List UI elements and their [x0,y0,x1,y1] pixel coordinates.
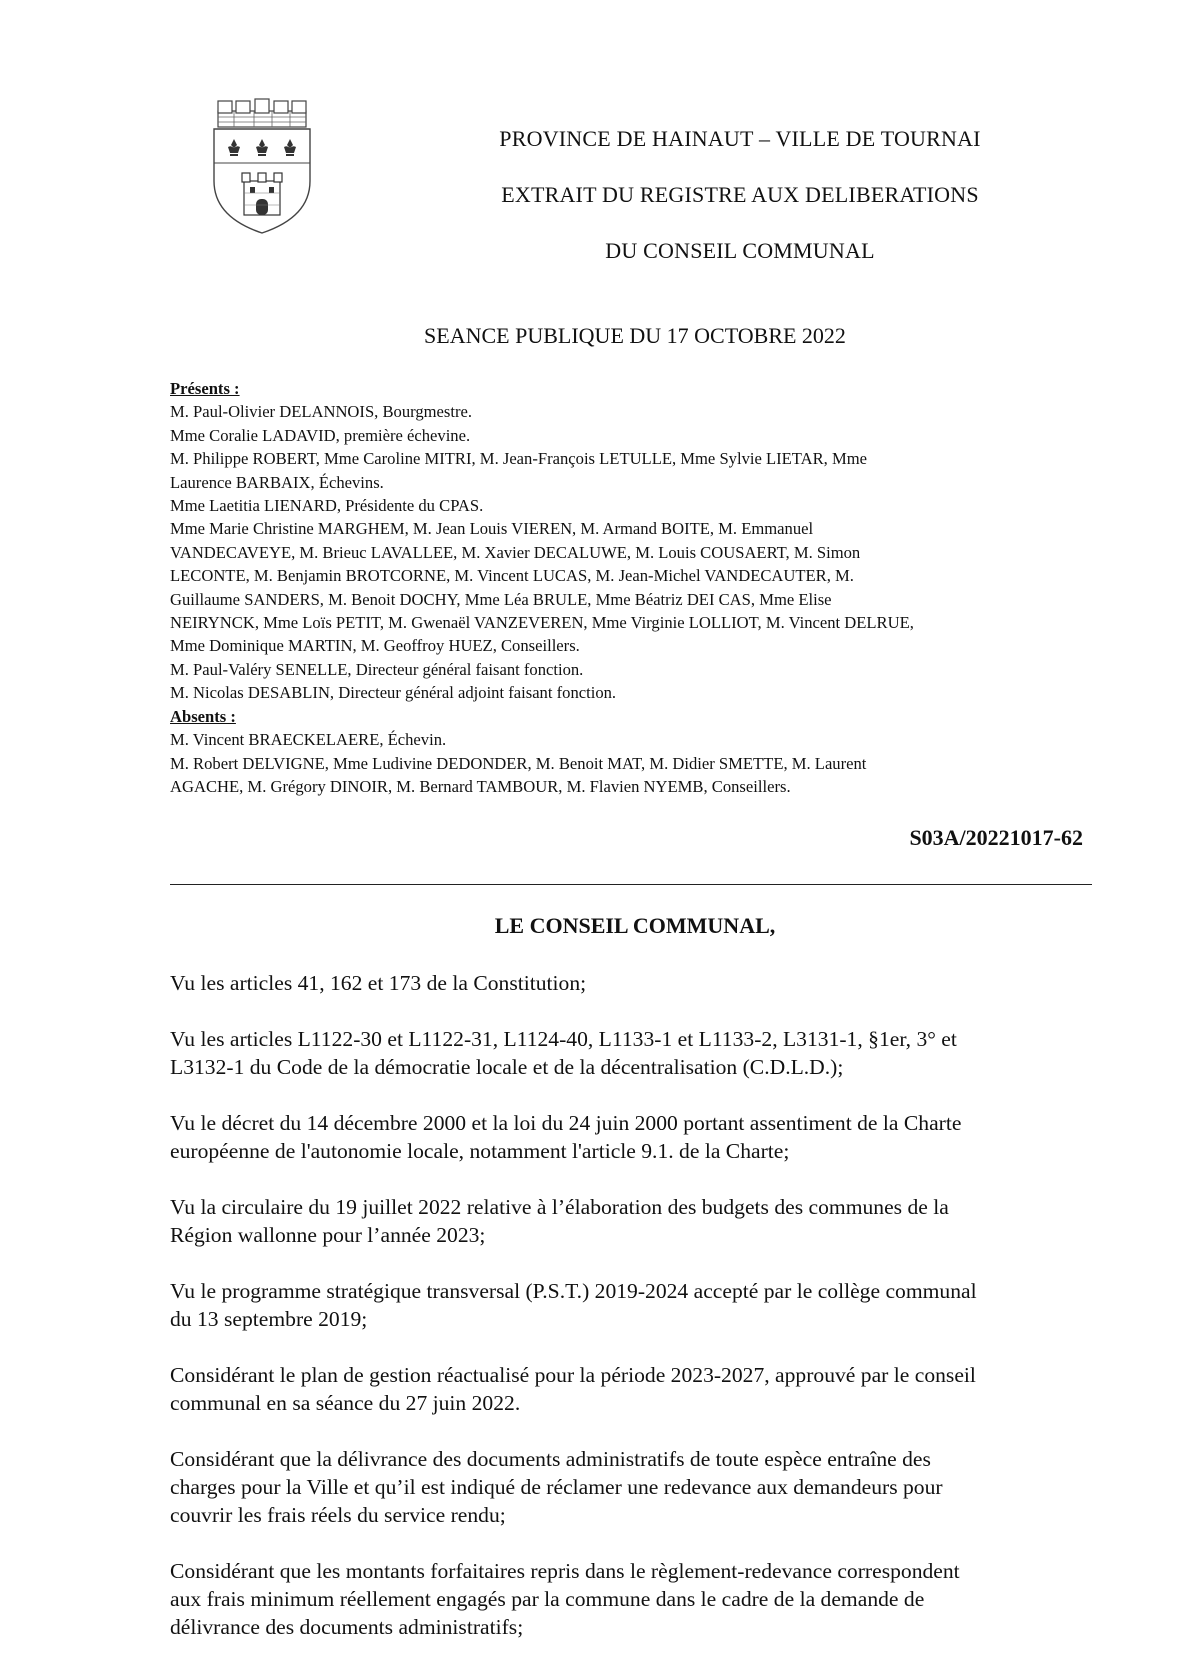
paragraph [170,969,1085,997]
paragraph-line: Considérant que les montants forfaitaires repris dans le règlement-redevance correspondent [170,1559,960,1583]
presents-line: M. Paul-Olivier DELANNOIS, Bourgmestre. [170,402,473,422]
paragraph-line: communal en sa séance du 27 juin 2022. [170,1391,521,1415]
paragraph-line: Région wallonne pour l’année 2023; [170,1223,486,1247]
paragraph-line: couvrir les frais réels du service rendu; [170,1503,506,1527]
absents-label: Absents : [170,706,236,726]
paragraph-line: délivrance des documents administratifs; [170,1615,524,1639]
paragraph [170,1025,1085,1081]
presents-line: Guillaume SANDERS, M. Benoit DOCHY, Mme Léa BRULE, Mme Béatriz DEI CAS, Mme Elise [170,589,832,609]
deliberation-reference: S03A/20221017-62 [909,825,1083,850]
paragraph-line: européenne de l'autonomie locale, notamment l'article 9.1. de la Charte; [170,1139,790,1163]
presents-line: M. Nicolas DESABLIN, Directeur général adjoint faisant fonction. [170,683,617,703]
presents-line: NEIRYNCK, Mme Loïs PETIT, M. Gwenaël VANZEVEREN, Mme Virginie LOLLIOT, M. Vincent DELRUE, [170,613,914,633]
paragraph-line: Vu les articles L1122-30 et L1122-31, L1124-40, L1133-1 et L1133-2, L3131-1, §1er, 3° et [170,1027,957,1051]
paragraph [170,1445,1085,1529]
paragraph-line: Vu le programme stratégique transversal (P.S.T.) 2019-2024 accepté par le collège communal [170,1279,977,1303]
seance-title: SEANCE PUBLIQUE DU 17 OCTOBRE 2022 [424,323,846,348]
absents-line: M. Robert DELVIGNE, Mme Ludivine DEDONDER, M. Benoit MAT, M. Didier SMETTE, M. Laurent [170,753,867,773]
paragraph-line: Vu le décret du 14 décembre 2000 et la loi du 24 juin 2000 portant assentiment de la Charte [170,1111,962,1135]
paragraph-line: Considérant le plan de gestion réactualisé pour la période 2023-2027, approuvé par le conseil [170,1363,976,1387]
presents-line: VANDECAVEYE, M. Brieuc LAVALLEE, M. Xavier DECALUWE, M. Louis COUSAERT, M. Simon [170,542,861,562]
paragraph [170,1557,1085,1641]
header-province: PROVINCE DE HAINAUT – VILLE DE TOURNAI [499,126,981,151]
absents-line: M. Vincent BRAECKELAERE, Échevin. [170,730,447,750]
paragraph [170,1193,1085,1249]
paragraph [170,1109,1085,1165]
paragraph-line: Vu les articles 41, 162 et 173 de la Constitution; [170,971,587,995]
paragraph [170,1361,1085,1417]
presents-label: Présents : [170,379,240,398]
paragraph-line: Considérant que la délivrance des documents administratifs de toute espèce entraîne des [170,1447,931,1471]
paragraph-line: du 13 septembre 2019; [170,1307,368,1331]
attendance-list [170,377,1090,798]
paragraph-line: Vu la circulaire du 19 juillet 2022 relative à l’élaboration des budgets des communes de la [170,1195,949,1219]
presents-line: M. Philippe ROBERT, Mme Caroline MITRI, M. Jean-François LETULLE, Mme Sylvie LIETAR, Mme [170,449,867,469]
presents-line: Mme Dominique MARTIN, M. Geoffroy HUEZ, Conseillers. [170,636,580,656]
header-council: DU CONSEIL COMMUNAL [605,238,875,263]
separator-line [170,884,1092,885]
paragraph-line: aux frais minimum réellement engagés par la commune dans le cadre de la demande de [170,1587,925,1611]
paragraph-line: L3132-1 du Code de la démocratie locale et de la décentralisation (C.D.L.D.); [170,1055,844,1079]
presents-line: Mme Laetitia LIENARD, Présidente du CPAS. [170,496,484,516]
tournai-coat-of-arms-icon [204,97,320,237]
absents-line: AGACHE, M. Grégory DINOIR, M. Bernard TAMBOUR, M. Flavien NYEMB, Conseillers. [170,776,791,796]
presents-line: M. Paul-Valéry SENELLE, Directeur général faisant fonction. [170,659,584,679]
paragraph [170,1277,1085,1333]
council-title: LE CONSEIL COMMUNAL, [494,913,776,938]
presents-line: LECONTE, M. Benjamin BROTCORNE, M. Vincent LUCAS, M. Jean-Michel VANDECAUTER, M. [170,566,854,586]
presents-line: Laurence BARBAIX, Échevins. [170,472,384,492]
deliberation-body [170,969,1085,1669]
presents-line: Mme Marie Christine MARGHEM, M. Jean Louis VIEREN, M. Armand BOITE, M. Emmanuel [170,519,814,539]
paragraph-line: charges pour la Ville et qu’il est indiqué de réclamer une redevance aux demandeurs pour [170,1475,943,1499]
presents-line: Mme Coralie LADAVID, première échevine. [170,425,471,445]
header-extract: EXTRAIT DU REGISTRE AUX DELIBERATIONS [501,182,979,207]
